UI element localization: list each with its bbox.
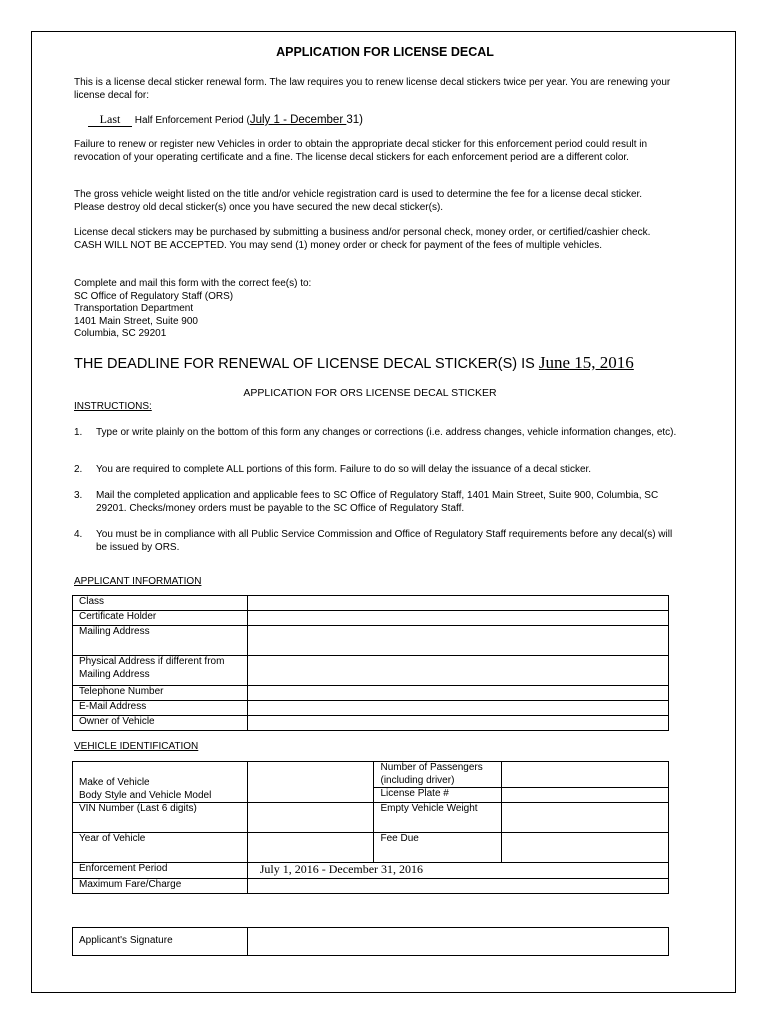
signature-label: Applicant's Signature <box>73 928 248 955</box>
instruction-number: 1. <box>74 427 83 438</box>
mailing-address-label: Mailing Address <box>73 626 248 656</box>
paragraph-failure: Failure to renew or register new Vehicles in order to obtain the appropriate decal sticker for this enforcement period could result in revocation of your operating certificate and a fine. The license decal stickers for each enforcement period are a different color. <box>74 139 648 163</box>
signature-box <box>72 927 669 956</box>
paragraph-weight: The gross vehicle weight listed on the title and/or vehicle registration card is used to determine the fee for a license decal sticker. Please destroy old decal sticker(s) once you have secured the new decal sticker(s). <box>74 189 643 213</box>
signature-field[interactable] <box>248 928 668 955</box>
passengers-field[interactable] <box>502 762 669 788</box>
instruction-text: Type or write plainly on the bottom of this form any changes or corrections (i.e. address changes, vehicle information changes, etc). <box>96 427 677 438</box>
instruction-text: Mail the completed application and applicable fees to SC Office of Regulatory Staff, 1401 Main Street, Suite 900, Columbia, SC 29201. Checks/money orders must be payable to the SC Office of Regulatory Staff. <box>96 490 659 514</box>
paragraph-payment: License decal stickers may be purchased by submitting a business and/or personal check, money order, or certified/cashier check. CASH WILL NOT BE ACCEPTED. You may send (1) money order or check for payment of the fees of multiple vehicles. <box>74 227 651 251</box>
mail-to-line: SC Office of Regulatory Staff (ORS) <box>74 290 234 302</box>
make-body-field[interactable] <box>247 762 374 803</box>
vehicle-identification-heading: VEHICLE IDENTIFICATION <box>74 741 199 752</box>
make-label: Make of Vehicle <box>79 777 150 788</box>
enforcement-period-field[interactable] <box>247 863 668 879</box>
mail-to-line: Columbia, SC 29201 <box>74 328 167 340</box>
passengers-label: Number of Passengers (including driver) <box>374 762 502 788</box>
enforcement-label: Half Enforcement Period ( <box>134 115 250 126</box>
email-field[interactable] <box>247 701 668 716</box>
form-title: APPLICATION FOR LICENSE DECAL <box>276 45 494 59</box>
vin-field[interactable] <box>247 803 374 833</box>
telephone-label: Telephone Number <box>73 686 248 701</box>
year-field[interactable] <box>247 833 374 863</box>
enforcement-period-value: July 1, 2016 - December 31, 2016 <box>259 862 424 877</box>
physical-address-label: Physical Address if different from Mailing Address <box>73 656 248 686</box>
certificate-holder-label: Certificate Holder <box>73 611 248 626</box>
class-label: Class <box>73 596 248 611</box>
fee-due-field[interactable] <box>502 833 669 863</box>
year-label: Year of Vehicle <box>73 833 248 863</box>
class-field[interactable] <box>247 596 668 611</box>
body-style-label: Body Style and Vehicle Model <box>79 789 212 801</box>
instruction-number: 2. <box>74 464 83 475</box>
owner-field[interactable] <box>247 716 668 731</box>
mail-to-intro: Complete and mail this form with the correct fee(s) to: <box>74 278 312 289</box>
license-plate-label: License Plate # <box>374 788 502 803</box>
max-fare-field[interactable] <box>247 878 668 893</box>
form-subtitle: APPLICATION FOR ORS LICENSE DECAL STICKER <box>243 387 497 399</box>
applicant-info-table <box>72 595 669 731</box>
certificate-holder-field[interactable] <box>247 611 668 626</box>
telephone-field[interactable] <box>247 686 668 701</box>
instruction-number: 4. <box>74 529 83 540</box>
empty-weight-label: Empty Vehicle Weight <box>374 803 502 833</box>
empty-weight-field[interactable] <box>502 803 669 833</box>
mail-to-line: Transportation Department <box>74 303 194 315</box>
instruction-number: 3. <box>74 490 83 501</box>
enforcement-line <box>88 113 363 128</box>
deadline-date: June 15, 2016 <box>538 353 634 372</box>
vehicle-identification-table <box>72 761 669 894</box>
physical-address-field[interactable] <box>247 656 668 686</box>
vin-label: VIN Number (Last 6 digits) <box>73 803 248 833</box>
owner-label: Owner of Vehicle <box>73 716 248 731</box>
make-body-label <box>73 762 248 803</box>
instruction-text: You are required to complete ALL portions of this form. Failure to do so will delay the issuance of a decal sticker. <box>96 464 592 475</box>
instruction-text: You must be in compliance with all Public Service Commission and Office of Regulatory Staff requirements before any decal(s) will be issued by ORS. <box>96 529 673 553</box>
deadline-label: THE DEADLINE FOR RENEWAL OF LICENSE DECAL STICKER(S) IS <box>74 356 539 372</box>
enforcement-suffix: 31) <box>346 114 363 126</box>
applicant-info-heading: APPLICANT INFORMATION <box>74 576 202 587</box>
mail-to-line: 1401 Main Street, Suite 900 <box>74 315 198 327</box>
intro-text: This is a license decal sticker renewal form. The law requires you to renew license decal stickers twice per year. You are renewing your license decal for: <box>74 77 671 101</box>
deadline-statement <box>74 353 634 373</box>
license-plate-field[interactable] <box>502 788 669 803</box>
fee-due-label: Fee Due <box>374 833 502 863</box>
instructions-heading: INSTRUCTIONS: <box>74 401 152 412</box>
email-label: E-Mail Address <box>73 701 248 716</box>
enforcement-period-field[interactable]: July 1 - December <box>249 114 347 126</box>
mail-to-block <box>74 278 474 341</box>
half-period-field[interactable]: Last <box>88 113 132 127</box>
enforcement-period-label: Enforcement Period <box>73 863 248 879</box>
max-fare-label: Maximum Fare/Charge <box>73 878 248 893</box>
mailing-address-field[interactable] <box>247 626 668 656</box>
